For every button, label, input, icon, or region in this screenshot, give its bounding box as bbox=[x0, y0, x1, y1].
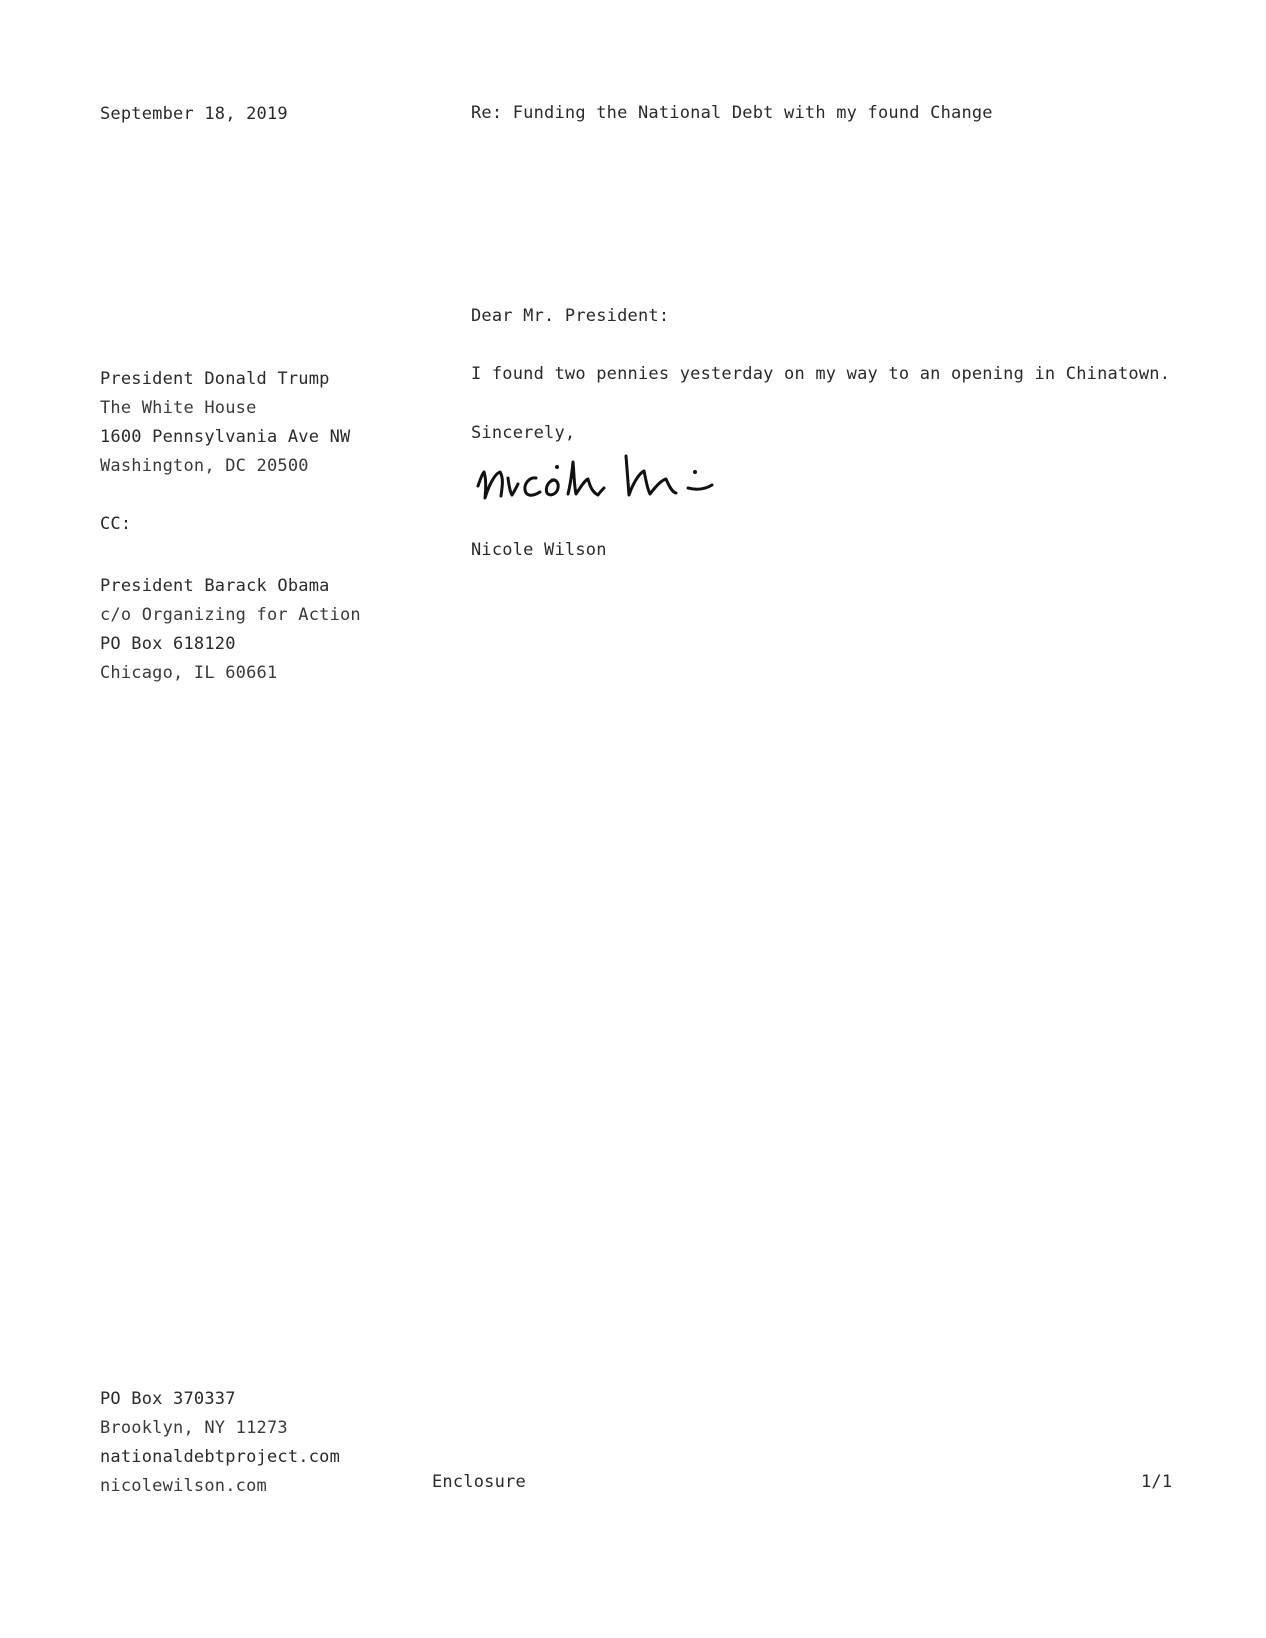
page-number: 1/1 bbox=[1141, 1472, 1173, 1492]
letter-body: I found two pennies yesterday on my way to an opening in Chinatown. bbox=[471, 364, 1171, 384]
recipient-name: President Donald Trump bbox=[100, 369, 330, 389]
recipient-street: 1600 Pennsylvania Ave NW bbox=[100, 427, 351, 447]
footer-address-block bbox=[100, 1385, 340, 1501]
letter-date: September 18, 2019 bbox=[100, 104, 288, 124]
footer-website-personal[interactable]: nicolewilson.com bbox=[100, 1476, 267, 1496]
recipient-organization: The White House bbox=[100, 398, 257, 418]
recipient-address-block bbox=[100, 365, 350, 481]
enclosure-note: Enclosure bbox=[432, 1472, 526, 1492]
letter-subject: Re: Funding the National Debt with my found Change bbox=[471, 103, 993, 123]
salutation: Dear Mr. President: bbox=[471, 306, 670, 326]
cc-recipient-name: President Barack Obama bbox=[100, 576, 330, 596]
sender-name: Nicole Wilson bbox=[471, 540, 607, 560]
footer-website-project[interactable]: nationaldebtproject.com bbox=[100, 1447, 341, 1467]
cc-label: CC: bbox=[100, 514, 132, 534]
cc-recipient-organization: c/o Organizing for Action bbox=[100, 605, 361, 625]
closing: Sincerely, bbox=[471, 423, 576, 443]
cc-recipient-city: Chicago, IL 60661 bbox=[100, 663, 278, 683]
recipient-city: Washington, DC 20500 bbox=[100, 456, 309, 476]
cc-address-block bbox=[100, 572, 361, 688]
footer-po-box: PO Box 370337 bbox=[100, 1389, 236, 1409]
cc-recipient-po-box: PO Box 618120 bbox=[100, 634, 236, 654]
footer-city: Brooklyn, NY 11273 bbox=[100, 1418, 288, 1438]
handwritten-signature bbox=[474, 448, 734, 518]
